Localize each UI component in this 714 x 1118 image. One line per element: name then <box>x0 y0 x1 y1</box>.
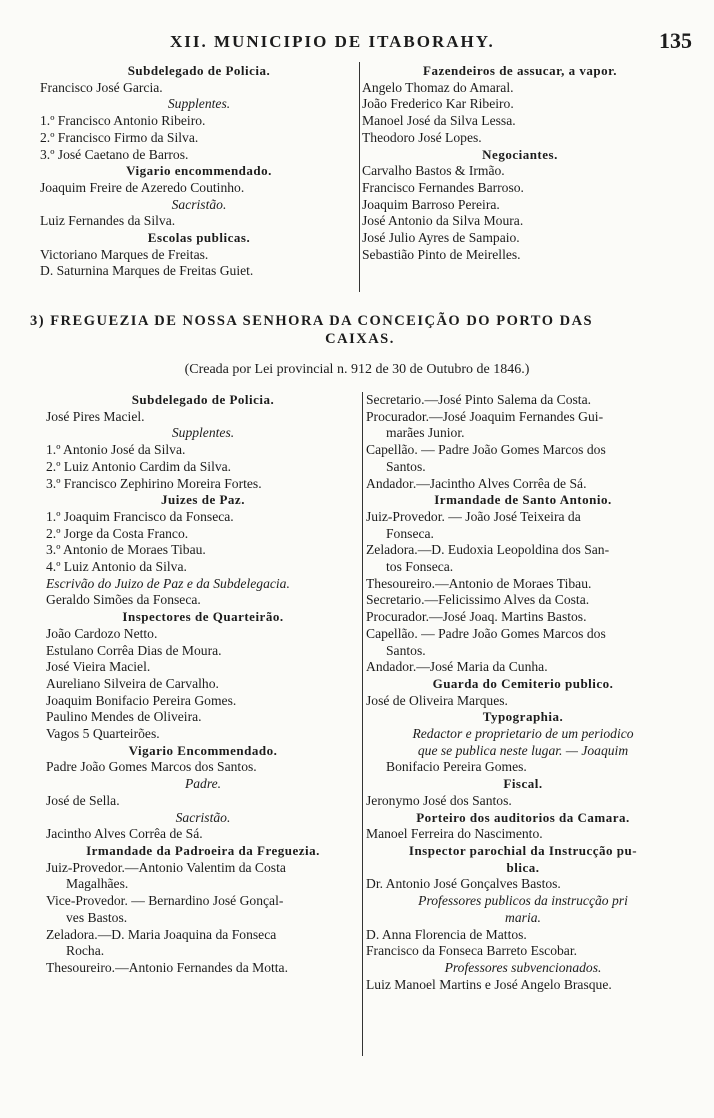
text-line: Juiz-Provedor.—Antonio Valentim da Costa <box>46 859 286 875</box>
text-line: 1.º Antonio José da Silva. <box>46 442 186 458</box>
text-line: Secretario.—Felicissimo Alves da Costa. <box>366 592 590 608</box>
text-line: Juiz-Provedor. — João José Teixeira da <box>366 508 581 524</box>
text-line: tos Fonseca. <box>386 559 454 575</box>
text-line: José Antonio da Silva Moura. <box>362 213 524 229</box>
text-line: 3.º José Caetano de Barros. <box>40 146 189 162</box>
bottom-right-column <box>366 392 680 993</box>
text-line: Estulano Corrêa Dias de Moura. <box>46 642 222 658</box>
section-label: Subdelegado de Policia. <box>131 392 275 407</box>
text-line: Luiz Fernandes da Silva. <box>40 213 176 229</box>
text-line: maria. <box>505 909 541 925</box>
section-heading <box>30 312 690 348</box>
text-line: Carvalho Bastos & Irmão. <box>362 163 505 179</box>
text-line: Padre João Gomes Marcos dos Santos. <box>46 759 257 775</box>
text-line: Andador.—José Maria da Cunha. <box>366 659 548 675</box>
section-heading-line2: CAIXAS. <box>325 331 395 347</box>
text-line: Procurador.—José Joaquim Fernandes Gui- <box>366 408 604 424</box>
text-line: Manoel Ferreira do Nascimento. <box>366 826 543 842</box>
section-label: Irmandade de Santo Antonio. <box>434 492 612 508</box>
page-number: 135 <box>659 28 692 53</box>
section-label: Porteiro dos auditorios da Camara. <box>416 809 630 825</box>
text-line: 3.º Francisco Zephirino Moreira Fortes. <box>46 475 262 491</box>
text-line: Jacintho Alves Corrêa de Sá. <box>46 826 203 842</box>
text-line: João Cardozo Netto. <box>46 625 158 641</box>
text-line: Bonifacio Pereira Gomes. <box>386 759 527 775</box>
text-line: D. Anna Florencia de Mattos. <box>366 926 527 942</box>
section-label: Subdelegado de Policia. <box>127 63 271 78</box>
text-line: José Vieira Maciel. <box>46 659 151 675</box>
text-line: Zeladora.—D. Maria Joaquina da Fonseca <box>46 926 277 942</box>
text-line: Angelo Thomaz do Amaral. <box>362 79 514 95</box>
text-line: Francisco José Garcia. <box>40 79 163 95</box>
text-line: Magalhães. <box>66 876 129 892</box>
text-line: Francisco Fernandes Barroso. <box>362 179 524 195</box>
text-line: Dr. Antonio José Gonçalves Bastos. <box>366 876 561 892</box>
text-line: ves Bastos. <box>66 909 128 925</box>
text-line: Capellão. — Padre João Gomes Marcos dos <box>366 442 606 458</box>
section-label: Escolas publicas. <box>147 230 251 246</box>
text-line: Thesoureiro.—Antonio de Moraes Tibau. <box>366 575 592 591</box>
text-line: Manoel José da Silva Lessa. <box>362 113 516 129</box>
text-line: Santos. <box>386 458 426 474</box>
column-divider-top <box>359 62 360 292</box>
text-line: Andador.—Jacintho Alves Corrêa de Sá. <box>366 475 587 491</box>
section-label: Inspector parochial da Instrucção pu- <box>408 842 638 858</box>
text-line: Sebastião Pinto de Meirelles. <box>362 246 521 262</box>
text-line: Sacristão. <box>175 809 231 825</box>
text-line: Supplentes. <box>167 96 231 112</box>
text-line: Padre. <box>184 776 222 792</box>
text-line: Thesoureiro.—Antonio Fernandes da Motta. <box>46 959 288 975</box>
text-line: que se publica neste lugar. — Joaquim <box>417 742 629 758</box>
section-label: Vigario encommendado. <box>126 163 272 179</box>
section-label: Guarda do Cemiterio publico. <box>432 675 614 691</box>
text-line: Escrivão do Juizo de Paz e da Subdelegacia. <box>46 575 290 591</box>
text-line: 2.º Jorge da Costa Franco. <box>46 525 189 541</box>
section-label: Fiscal. <box>503 776 543 792</box>
text-line: Procurador.—José Joaq. Martins Bastos. <box>366 609 587 625</box>
text-line: José Julio Ayres de Sampaio. <box>362 230 520 246</box>
text-line: D. Saturnina Marques de Freitas Guiet. <box>40 263 254 279</box>
text-line: 1.º Francisco Antonio Ribeiro. <box>40 113 206 129</box>
text-line: Joaquim Barroso Pereira. <box>362 196 500 212</box>
text-line: Francisco da Fonseca Barreto Escobar. <box>366 943 578 959</box>
section-label: Irmandade da Padroeira da Freguezia. <box>86 842 320 858</box>
section-heading-line1: 3) FREGUEZIA DE NOSSA SENHORA DA CONCEIÇÃO DO PORTO DAS <box>30 313 594 329</box>
text-line: Vice-Provedor. — Bernardino José Gonçal- <box>46 893 284 909</box>
text-line: marães Junior. <box>386 425 465 441</box>
text-line: Joaquim Bonifacio Pereira Gomes. <box>46 692 237 708</box>
text-line: Santos. <box>386 642 426 658</box>
section-label: Juizes de Paz. <box>161 492 245 508</box>
text-line: Fonseca. <box>386 525 434 541</box>
text-line: 1.º Joaquim Francisco da Fonseca. <box>46 508 234 524</box>
text-line: José Pires Maciel. <box>46 408 145 424</box>
section-label: Negociantes. <box>482 146 558 162</box>
text-line: José de Sella. <box>46 792 120 808</box>
text-line: 3.º Antonio de Moraes Tibau. <box>46 542 206 558</box>
top-right-column <box>362 63 678 263</box>
text-line: 4.º Luiz Antonio da Silva. <box>46 559 187 575</box>
text-line: Geraldo Simões da Fonseca. <box>46 592 201 608</box>
section-label: Inspectores de Quarteirão. <box>122 609 284 625</box>
text-line: 2.º Francisco Firmo da Silva. <box>40 129 199 145</box>
bottom-left-column <box>46 392 360 977</box>
section-label: Vigario Encommendado. <box>128 742 278 758</box>
section-label: Fazendeiros de assucar, a vapor. <box>423 63 617 78</box>
text-line: Victoriano Marques de Freitas. <box>40 246 209 262</box>
text-line: Luiz Manoel Martins e José Angelo Brasque. <box>366 976 612 992</box>
text-line: Sacristão. <box>171 196 227 212</box>
text-line: Professores publicos da instrucção pri <box>418 893 628 909</box>
section-subtitle: (Creada por Lei provincial n. 912 de 30 de Outubro de 1846.) <box>184 362 530 377</box>
text-line: Aureliano Silveira de Carvalho. <box>46 675 219 691</box>
text-line: Supplentes. <box>171 425 235 441</box>
top-left-column <box>40 63 358 280</box>
text-line: Joaquim Freire de Azeredo Coutinho. <box>40 179 245 195</box>
text-line: Paulino Mendes de Oliveira. <box>46 709 202 725</box>
text-line: Professores subvencionados. <box>444 959 602 975</box>
text-line: Zeladora.—D. Eudoxia Leopoldina dos San- <box>366 542 610 558</box>
text-line: João Frederico Kar Ribeiro. <box>362 96 514 112</box>
text-line: 2.º Luiz Antonio Cardim da Silva. <box>46 458 232 474</box>
column-divider-bottom <box>362 392 363 1056</box>
section-label: blica. <box>506 859 540 875</box>
page-title: XII. MUNICIPIO DE ITABORAHY. <box>170 32 495 51</box>
text-line: Rocha. <box>66 943 105 959</box>
section-label: Typographia. <box>482 709 564 725</box>
text-line: Jeronymo José dos Santos. <box>366 792 512 808</box>
text-line: José de Oliveira Marques. <box>366 692 508 708</box>
text-line: Secretario.—José Pinto Salema da Costa. <box>366 392 592 407</box>
text-line: Capellão. — Padre João Gomes Marcos dos <box>366 625 606 641</box>
text-line: Vagos 5 Quarteirões. <box>46 726 160 742</box>
text-line: Redactor e proprietario de um periodico <box>412 726 634 742</box>
page-header <box>0 28 714 56</box>
text-line: Theodoro José Lopes. <box>362 129 482 145</box>
